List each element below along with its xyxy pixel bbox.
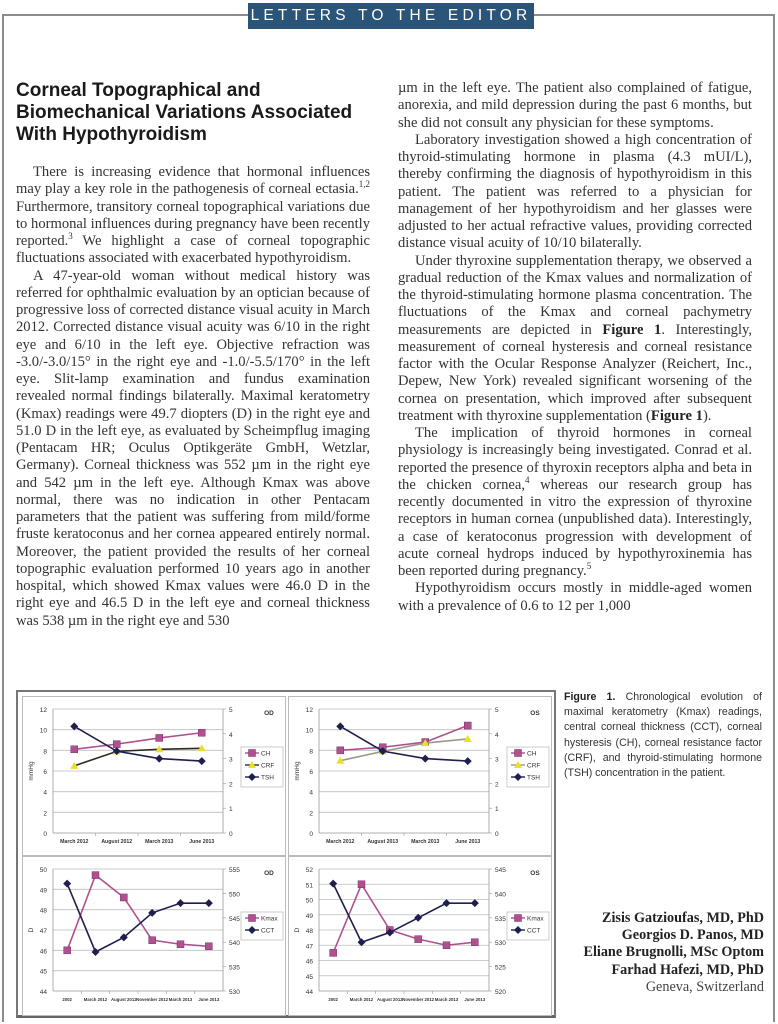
figure-reference[interactable]: Figure 1 bbox=[602, 321, 662, 338]
svg-text:CCT: CCT bbox=[527, 927, 541, 935]
svg-text:2: 2 bbox=[309, 810, 313, 818]
paragraph: The implication of thyroid hormones in corneal physiology is increasingly being investigated. Conrad et al. reported the presence of thyroxin receptors alpha and beta in the chicken cornea,$^4$ whereas our research group has recently documented in vitro the expression of thyroxine receptors in human cornea (unpublished data). Interestingly, a case of keratoconus progression with development of acute corneal hydrops induced by hypothyroxinemia has been reported during pregnancy.$^5$ bbox=[398, 425, 752, 579]
svg-text:2002: 2002 bbox=[328, 997, 338, 1002]
svg-text:6: 6 bbox=[309, 769, 313, 776]
svg-text:51: 51 bbox=[305, 882, 313, 890]
svg-text:47: 47 bbox=[39, 928, 47, 935]
author-name: Eliane Brugnolli, MSc Optom bbox=[583, 944, 764, 961]
svg-text:8: 8 bbox=[309, 748, 313, 756]
svg-text:535: 535 bbox=[495, 915, 506, 923]
svg-text:Kmax: Kmax bbox=[527, 915, 544, 923]
svg-text:4: 4 bbox=[309, 789, 313, 797]
svg-text:June 2013: June 2013 bbox=[455, 839, 481, 845]
svg-text:44: 44 bbox=[39, 989, 47, 996]
paragraph: A 47-year-old woman without medical history was referred for ophthalmic evaluation by an optician because of progressive loss of corrected distance visual acuity in March 2012. Corrected distance visual acuity was 6/10 in the right eye and 6/10 in the left eye. Objective refraction was -3.0/-3.0/15° in the right eye and -1.0/-5.5/170° in the left eye. Slit-lamp examination and fundus examination revealed normal findings bilaterally. Maximal keratometry (Kmax) readings were 49.7 diopters (D) in the right eye and 51.0 D in the left eye, as evaluated by Scheimpflug imaging (Pentacam HR; Oculus Optikgeräte GmbH, Wetzlar, Germany). Corneal thickness was 552 µm in the right eye and 542 µm in the left eye. Although Kmax was above normal, there was no indication in other Pentacam parameters that the patient was suffering from mild/forme fruste keratoconus and her cornea appeared entirely normal. Moreover, the patient provided the results of her corneal topographic evaluation performed 10 years ago in another hospital, which showed Kmax values were 46.0 D in the right eye and 46.5 D in the left eye and corneal thickness was 538 µm in the right eye and 530 bbox=[16, 267, 370, 629]
svg-text:49: 49 bbox=[305, 912, 313, 920]
paragraph: Hypothyroidism occurs mostly in middle-aged women with a prevalence of 0.6 to 12 per 1,000 bbox=[398, 580, 752, 614]
chart-os-ch-crf-tsh bbox=[288, 696, 552, 856]
author-block bbox=[583, 910, 764, 996]
paragraph: There is increasing evidence that hormonal influences may play a key role in the pathogenesis of corneal ectasia.$^{1,2}$ Furthermore, transitory corneal topographical variations due to hormonal influences during pregnancy have been recently reported.$^3$ We highlight a case of corneal topographic fluctuations associated with exacerbated hypothyroidism. bbox=[16, 164, 370, 267]
svg-text:March 2012: March 2012 bbox=[326, 839, 355, 845]
svg-text:TSH: TSH bbox=[527, 774, 540, 782]
svg-text:June 2013: June 2013 bbox=[189, 839, 215, 845]
svg-text:November 2012: November 2012 bbox=[136, 997, 169, 1002]
svg-text:CRF: CRF bbox=[261, 762, 275, 770]
svg-text:1: 1 bbox=[495, 806, 499, 814]
paragraph: Laboratory investigation showed a high concentration of thyroid-stimulating hormone in plasma (4.3 mUI/L), thereby confirming the diagnosis of hypothyroidism in this patient. The patient was referred to a physician for management of her hypothyroidism and her glasses were adjusted to her actual refractive values, providing corrected distance visual acuity of 10/10 bilaterally. bbox=[398, 131, 752, 252]
svg-text:46: 46 bbox=[39, 948, 47, 956]
svg-text:50: 50 bbox=[305, 897, 313, 905]
svg-text:Kmax: Kmax bbox=[261, 915, 278, 923]
svg-text:August 2012: August 2012 bbox=[111, 997, 137, 1002]
svg-text:0: 0 bbox=[229, 831, 233, 838]
svg-text:November 2012: November 2012 bbox=[402, 997, 435, 1002]
svg-text:545: 545 bbox=[495, 867, 506, 874]
chart-od-ch-crf-tsh bbox=[22, 696, 286, 856]
svg-text:555: 555 bbox=[229, 867, 240, 874]
caption-text: Chronological evolution of maximal keratometry (Kmax) readings, central corneal thickness (CCT), corneal hysteresis (CH), corneal resistance factor (CRF), and thyroid-stimulating hormone (TSH) concentration in the patient. bbox=[564, 691, 762, 780]
svg-text:5: 5 bbox=[495, 707, 499, 714]
caption-label: Figure 1. bbox=[564, 691, 616, 703]
svg-text:540: 540 bbox=[229, 940, 240, 948]
chart-os-kmax-cct bbox=[288, 856, 552, 1016]
svg-text:12: 12 bbox=[305, 707, 313, 714]
section-header: LETTERS TO THE EDITOR bbox=[248, 3, 534, 29]
svg-text:March 2012: March 2012 bbox=[349, 997, 374, 1002]
svg-text:CRF: CRF bbox=[527, 762, 541, 770]
svg-text:March 2013: March 2013 bbox=[168, 997, 193, 1002]
figure-reference[interactable]: Figure 1 bbox=[650, 407, 703, 424]
svg-text:525: 525 bbox=[495, 964, 506, 972]
svg-text:March 2012: March 2012 bbox=[83, 997, 108, 1002]
svg-text:March 2012: March 2012 bbox=[60, 839, 89, 845]
svg-text:49: 49 bbox=[39, 887, 47, 895]
svg-text:45: 45 bbox=[39, 968, 47, 976]
svg-text:4: 4 bbox=[43, 789, 47, 797]
svg-text:CH: CH bbox=[527, 750, 537, 758]
svg-text:4: 4 bbox=[229, 731, 233, 739]
svg-text:530: 530 bbox=[495, 940, 506, 948]
author-name: Farhad Hafezi, MD, PhD bbox=[611, 961, 764, 978]
svg-text:520: 520 bbox=[495, 989, 506, 996]
author-location: Geneva, Switzerland bbox=[645, 978, 764, 995]
svg-text:48: 48 bbox=[305, 928, 313, 935]
svg-text:8: 8 bbox=[43, 748, 47, 756]
svg-text:45: 45 bbox=[305, 973, 313, 981]
svg-text:0: 0 bbox=[495, 831, 499, 838]
paragraph: µm in the left eye. The patient also complained of fatigue, anorexia, and mild depression during the past 6 months, but she did not consult any physician for these symptoms. bbox=[398, 80, 752, 131]
svg-text:OD: OD bbox=[264, 870, 274, 877]
svg-text:10: 10 bbox=[39, 727, 47, 735]
svg-text:2: 2 bbox=[229, 781, 233, 789]
svg-text:D: D bbox=[28, 927, 35, 933]
svg-text:OD: OD bbox=[264, 710, 274, 717]
svg-text:50: 50 bbox=[39, 867, 47, 874]
svg-text:4: 4 bbox=[495, 731, 499, 739]
svg-text:1: 1 bbox=[229, 806, 233, 814]
svg-text:March 2013: March 2013 bbox=[411, 839, 440, 845]
svg-text:2: 2 bbox=[495, 781, 499, 789]
svg-text:52: 52 bbox=[305, 867, 313, 874]
svg-text:540: 540 bbox=[495, 891, 506, 899]
svg-text:530: 530 bbox=[229, 989, 240, 996]
svg-text:0: 0 bbox=[43, 831, 47, 838]
svg-text:44: 44 bbox=[305, 989, 313, 996]
svg-text:CCT: CCT bbox=[261, 927, 275, 935]
svg-text:545: 545 bbox=[229, 915, 240, 923]
svg-text:mmHg: mmHg bbox=[28, 761, 35, 781]
svg-text:August 2013: August 2013 bbox=[367, 839, 399, 845]
chart-od-kmax-cct bbox=[22, 856, 286, 1016]
svg-text:0: 0 bbox=[309, 831, 313, 838]
svg-text:March 2013: March 2013 bbox=[434, 997, 459, 1002]
svg-text:June 2013: June 2013 bbox=[198, 997, 220, 1002]
svg-text:March 2013: March 2013 bbox=[145, 839, 174, 845]
svg-text:CH: CH bbox=[261, 750, 271, 758]
svg-text:OS: OS bbox=[530, 870, 540, 877]
svg-text:3: 3 bbox=[229, 756, 233, 764]
svg-text:3: 3 bbox=[495, 756, 499, 764]
svg-text:10: 10 bbox=[305, 727, 313, 735]
paragraph: Under thyroxine supplementation therapy, we observed a gradual reduction of the Kmax values and normalization of the thyroid-stimulating hormone plasma concentration. The fluctuations of the Kmax and corneal pachymetry measurements are depicted in Figure 1. Interestingly, measurement of corneal hysteresis and corneal resistance factor with the Ocular Response Analyzer (Reichert, Inc., Depew, New York) revealed significant worsening of the cornea on presentation, which improved after subsequent treatment with thyroxine supplementation (Figure 1). bbox=[398, 252, 752, 424]
svg-text:OS: OS bbox=[530, 710, 540, 717]
svg-text:12: 12 bbox=[39, 707, 47, 714]
figure-caption bbox=[564, 690, 762, 781]
author-name: Georgios D. Panos, MD bbox=[621, 927, 764, 944]
svg-text:5: 5 bbox=[229, 707, 233, 714]
svg-text:48: 48 bbox=[39, 907, 47, 915]
svg-text:2: 2 bbox=[43, 810, 47, 818]
left-column bbox=[16, 80, 370, 630]
figure-1 bbox=[16, 690, 556, 1018]
right-column bbox=[398, 80, 752, 615]
svg-text:D: D bbox=[294, 927, 301, 933]
article-title: Corneal Topographical and Biomechanical Variations Associated With Hypothyroidism bbox=[16, 80, 353, 145]
svg-text:June 2013: June 2013 bbox=[464, 997, 486, 1002]
svg-text:46: 46 bbox=[305, 958, 313, 966]
svg-text:mmHg: mmHg bbox=[294, 761, 301, 781]
author-name: Zisis Gatzioufas, MD, PhD bbox=[602, 910, 764, 926]
svg-text:535: 535 bbox=[229, 964, 240, 972]
svg-text:47: 47 bbox=[305, 943, 313, 951]
svg-text:2002: 2002 bbox=[62, 997, 72, 1002]
svg-text:6: 6 bbox=[43, 769, 47, 776]
svg-text:550: 550 bbox=[229, 891, 240, 899]
svg-text:August 2012: August 2012 bbox=[377, 997, 403, 1002]
svg-text:August 2012: August 2012 bbox=[101, 839, 133, 845]
svg-text:TSH: TSH bbox=[261, 774, 274, 782]
